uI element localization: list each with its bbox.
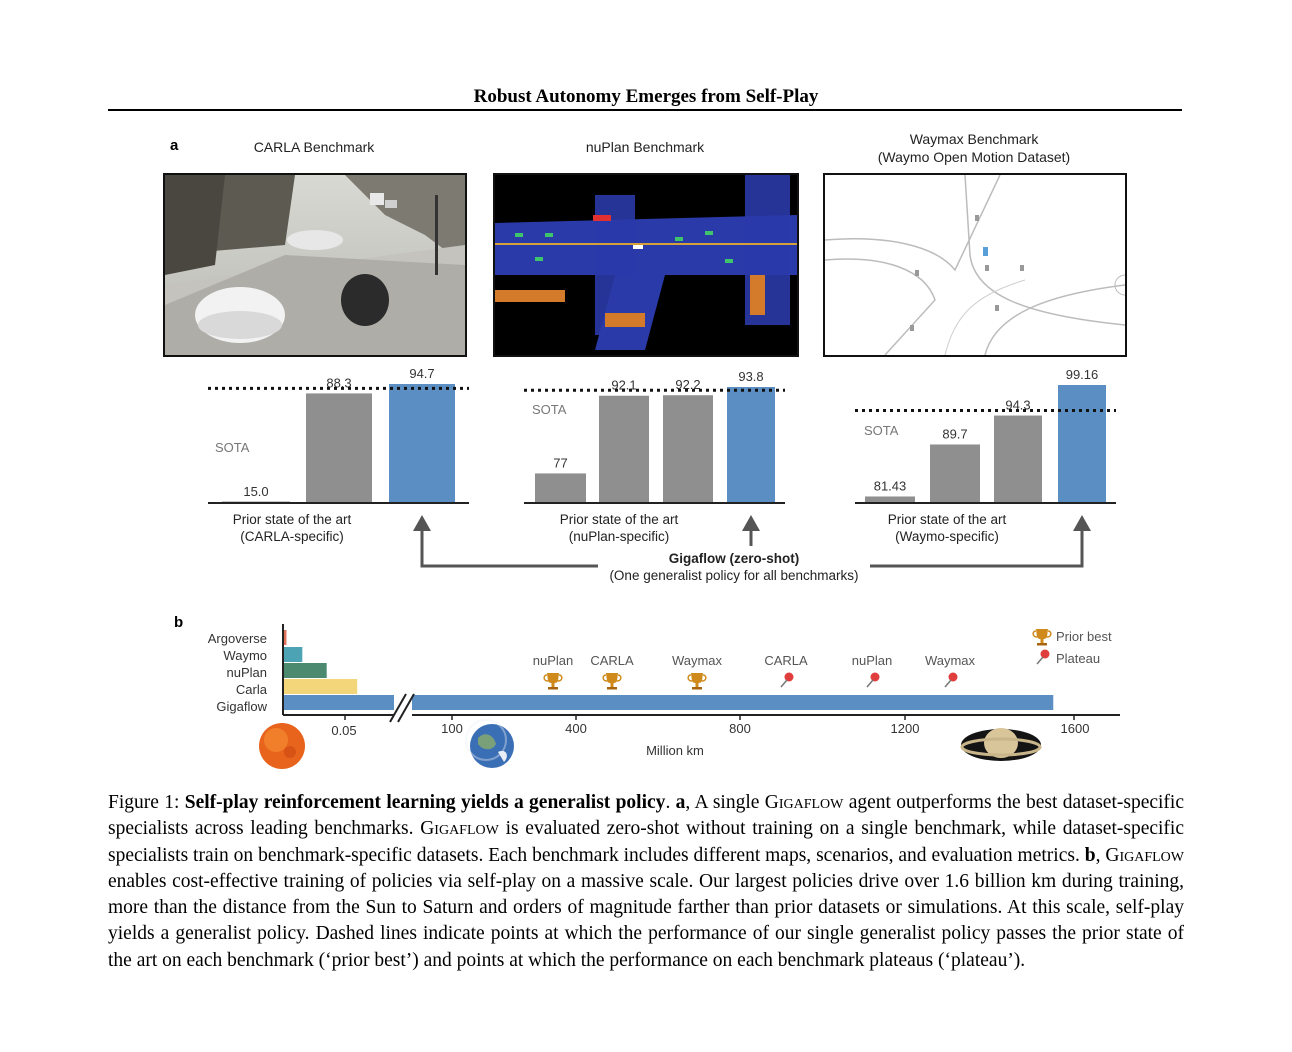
nuplan-prior-label bbox=[535, 511, 703, 545]
caption-gigaflow-3: Gigaflow bbox=[1105, 844, 1185, 866]
saturn-icon bbox=[961, 728, 1041, 761]
bar-gigaflow bbox=[727, 387, 775, 502]
caption-lead: Figure 1: bbox=[108, 792, 185, 813]
sun-icon bbox=[259, 723, 305, 769]
caption-gigaflow-1: Gigaflow bbox=[764, 792, 844, 813]
waymax-prior-line2: (Waymo-specific) bbox=[895, 529, 999, 544]
figure-caption bbox=[108, 790, 1184, 974]
tick-label-0: 0.05 bbox=[331, 723, 357, 738]
gigaflow-sublabel: (One generalist policy for all benchmarks) bbox=[609, 568, 859, 583]
row-label-waymo: Waymo bbox=[223, 648, 267, 663]
caption-text-1: . bbox=[665, 792, 676, 813]
carla-prior-label bbox=[208, 511, 376, 545]
bar-value-label: 89.7 bbox=[942, 426, 968, 442]
carla-sim-image bbox=[163, 173, 467, 357]
nuplan-sim-image bbox=[493, 173, 799, 357]
bar-gigaflow bbox=[1058, 385, 1106, 502]
bar-value-label: 99.16 bbox=[1065, 367, 1099, 382]
waymax-title-line1: Waymax Benchmark bbox=[909, 131, 1039, 147]
sota-label-nuplan: SOTA bbox=[532, 402, 567, 417]
waymax-prior-label bbox=[863, 511, 1031, 545]
bar-prior-3 bbox=[994, 416, 1042, 502]
nuplan-benchmark-title: nuPlan Benchmark bbox=[585, 139, 705, 155]
arrowhead-carla bbox=[413, 515, 431, 531]
bar-prior-3 bbox=[663, 395, 713, 502]
row-label-carla: Carla bbox=[235, 682, 267, 697]
pin-icon bbox=[867, 673, 880, 688]
marker-label: nuPlan bbox=[851, 653, 893, 668]
paper-header-title: Robust Autonomy Emerges from Self-Play bbox=[473, 86, 819, 107]
gigaflow-label bbox=[598, 550, 870, 584]
carla-prior-line1: Prior state of the art bbox=[232, 512, 352, 527]
gigaflow-zero-shot-label: Gigaflow (zero-shot) bbox=[668, 551, 800, 566]
row-label-argoverse: Argoverse bbox=[207, 631, 267, 646]
pin-icon bbox=[781, 673, 794, 688]
caption-text-5: , bbox=[1095, 844, 1106, 866]
marker-label: Waymax bbox=[924, 653, 976, 668]
marker-label: CARLA bbox=[590, 653, 634, 668]
caption-text-6: enables cost-effective training of policies via self-play on a massive scale. Our largest policies drive over 1.6 billion km during training, more than the distance from the Sun to Saturn and orders of magnitude farther than prior datasets or simulations. At this scale, self-play yields a generalist policy. Dashed lines indicate points at which the performance of our single generalist policy passes the prior state of the art on each benchmark (‘prior best’) and points at which the performance on each benchmark plateaus (‘plateau’). bbox=[108, 870, 1184, 971]
bar-prior-2 bbox=[306, 393, 372, 502]
bar-prior-2 bbox=[930, 444, 980, 502]
tick-label-4: 1200 bbox=[890, 721, 920, 736]
waymax-title-line2: (Waymo Open Motion Dataset) bbox=[877, 149, 1071, 165]
carla-prior-line2: (CARLA-specific) bbox=[240, 529, 344, 544]
caption-text-4: is evaluated zero-shot without training on a single benchmark, while dataset-specific specialists train on benchmark-specific datasets. Each benchmark includes different maps, scenarios, and evaluation metrics. bbox=[108, 818, 1185, 866]
panel-b-letter: b bbox=[174, 614, 184, 631]
caption-gigaflow-2: Gigaflow bbox=[420, 818, 499, 840]
sota-label-carla: SOTA bbox=[215, 440, 250, 455]
caption-text-2: , A single bbox=[685, 792, 765, 813]
benchmark-bars-group bbox=[208, 366, 1116, 503]
marker-label: CARLA bbox=[764, 653, 808, 668]
bar-prior-1 bbox=[865, 496, 915, 502]
marker-label: nuPlan bbox=[532, 653, 574, 668]
trophy-icon bbox=[688, 673, 706, 690]
bar-value-label: 88.3 bbox=[326, 375, 352, 391]
arrowhead-nuplan bbox=[742, 515, 760, 531]
waymax-sim-image bbox=[823, 173, 1127, 357]
tick-label-2: 400 bbox=[565, 721, 587, 736]
trophy-icon bbox=[1033, 629, 1051, 646]
bar-value-label: 92.2 bbox=[675, 377, 701, 393]
bar-prior-2 bbox=[599, 396, 649, 502]
pin-icon bbox=[945, 673, 958, 688]
panel-a-letter: a bbox=[170, 137, 179, 154]
trophy-icon bbox=[544, 673, 562, 690]
pin-icon bbox=[1037, 650, 1050, 665]
sota-label-waymax: SOTA bbox=[864, 423, 899, 438]
distance-bar-waymo bbox=[284, 647, 302, 662]
arrowhead-waymax bbox=[1073, 515, 1091, 531]
carla-benchmark-title: CARLA Benchmark bbox=[253, 139, 375, 155]
markers-group bbox=[533, 653, 976, 690]
tick-label-3: 800 bbox=[729, 721, 751, 736]
caption-panel-a-ref: a bbox=[675, 792, 686, 813]
legend-plateau: Plateau bbox=[1056, 651, 1101, 666]
bar-value-label: 93.8 bbox=[738, 369, 764, 384]
caption-text-3: agent outperforms the best dataset-specific specialists across leading benchmarks. bbox=[108, 792, 1184, 840]
row-label-nuplan: nuPlan bbox=[226, 665, 267, 680]
bar-value-label: 94.3 bbox=[1005, 397, 1031, 413]
nuplan-prior-line1: Prior state of the art bbox=[559, 512, 679, 527]
bar-prior-1 bbox=[535, 473, 586, 502]
marker-label: Waymax bbox=[671, 653, 723, 668]
bar-value-label: 92.1 bbox=[611, 377, 637, 393]
distance-row-labels bbox=[176, 630, 267, 715]
row-label-gigaflow: Gigaflow bbox=[216, 699, 267, 714]
header-rule bbox=[108, 109, 1182, 111]
carla-scene-illustration bbox=[165, 175, 465, 355]
nuplan-scene-illustration bbox=[495, 175, 797, 355]
tick-label-5: 1600 bbox=[1060, 721, 1090, 736]
legend-prior-best: Prior best bbox=[1056, 629, 1112, 644]
bar-value-label: 77 bbox=[553, 455, 568, 471]
bar-value-label: 15.0 bbox=[243, 484, 269, 499]
distance-bar-argoverse bbox=[284, 630, 286, 645]
bar-value-label: 94.7 bbox=[409, 366, 435, 381]
waymax-benchmark-title bbox=[824, 130, 1124, 166]
caption-panel-b-ref: b bbox=[1084, 844, 1096, 866]
nuplan-prior-line2: (nuPlan-specific) bbox=[568, 529, 670, 544]
bar-value-label: 81.43 bbox=[873, 478, 907, 494]
tick-label-1: 100 bbox=[441, 721, 463, 736]
waymax-scene-illustration bbox=[825, 175, 1125, 355]
distance-bar-carla bbox=[284, 679, 357, 694]
bar-gigaflow bbox=[389, 384, 455, 502]
legend-icons bbox=[1033, 629, 1051, 664]
trophy-icon bbox=[603, 673, 621, 690]
waymax-prior-line1: Prior state of the art bbox=[887, 512, 1007, 527]
distance-bar-nuplan bbox=[284, 663, 327, 678]
bar-prior-1 bbox=[222, 502, 290, 503]
caption-bold-title: Self-play reinforcement learning yields a generalist policy bbox=[184, 792, 666, 813]
x-axis-label: Million km bbox=[646, 743, 704, 758]
